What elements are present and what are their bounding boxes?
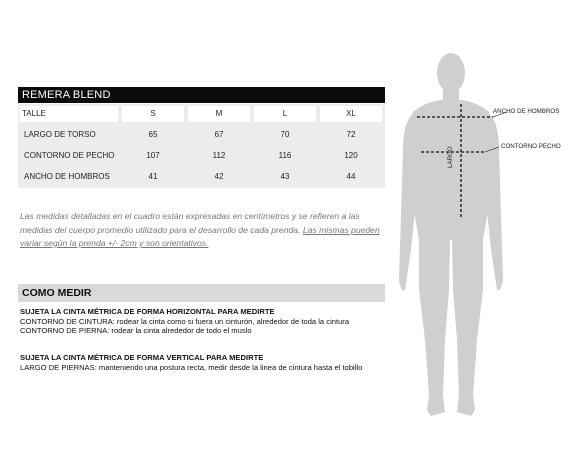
shoulder-width-label: ANCHO DE HOMBROS [493, 108, 560, 115]
leg-instruction: CONTORNO DE PIERNA: rodear la cinta alrededor de todo el muslo [20, 326, 252, 336]
measurement-note [20, 210, 390, 251]
size-table [18, 104, 385, 188]
table-cell: 116 [278, 151, 292, 160]
table-cell: 42 [214, 172, 224, 181]
table-cell: 107 [146, 151, 160, 160]
table-row [18, 147, 385, 165]
table-cell: 43 [280, 172, 290, 181]
size-xl-header: XL [320, 106, 382, 122]
table-title: REMERA BLEND [18, 87, 385, 103]
table-row [18, 126, 385, 144]
body-figure [395, 40, 577, 430]
table-cell: 120 [344, 151, 358, 160]
vertical-heading: SUJETA LA CINTA MÉTRICA DE FORMA VERTICAL PARA MEDIRTE [20, 353, 264, 362]
leg-length-instruction: LARGO DE PIERNAS: manteniendo una postura recta, medir desde la linea de cintura hasta el tobillo [20, 362, 363, 372]
how-to-measure-header: COMO MEDIR [18, 284, 385, 302]
table-cell: 72 [346, 130, 356, 139]
table-row [18, 168, 385, 186]
table-cell: 67 [214, 130, 224, 139]
row-label: LARGO DE TORSO [24, 130, 96, 139]
size-m-header: M [188, 106, 250, 122]
table-cell: 41 [148, 172, 158, 181]
header-label: TALLE [20, 106, 118, 122]
note-text: Las medidas detalladas en el cuadro están expresadas en centímetros y se refieren a las medidas del cuerpo promedio utilizado para el desarrollo de cada prenda. [20, 211, 360, 235]
row-label: ANCHO DE HOMBROS [24, 172, 110, 181]
size-s-header: S [122, 106, 184, 122]
horizontal-heading: SUJETA LA CINTA MÉTRICA DE FORMA HORIZONTAL PARA MEDIRTE [20, 307, 275, 316]
body-silhouette-icon [395, 40, 577, 430]
vertical-measure-section [20, 353, 386, 372]
horizontal-measure-section [20, 307, 386, 336]
size-l-header: L [254, 106, 316, 122]
length-label: LARGO [447, 146, 454, 168]
table-cell: 70 [280, 130, 290, 139]
waist-instruction: CONTORNO DE CINTURA: rodear la cinta como si fuera un cinturón, alrededor de toda la cintura [20, 316, 350, 326]
table-cell: 112 [212, 151, 226, 160]
row-label: CONTORNO DE PECHO [24, 151, 115, 160]
chest-label: CONTORNO PECHO [501, 143, 561, 150]
table-cell: 65 [148, 130, 158, 139]
table-header-row [18, 106, 385, 122]
table-cell: 44 [346, 172, 356, 181]
note-underlined: Las mismas pueden variar según la prenda +/- 2cm y son orientativos. [20, 224, 380, 248]
